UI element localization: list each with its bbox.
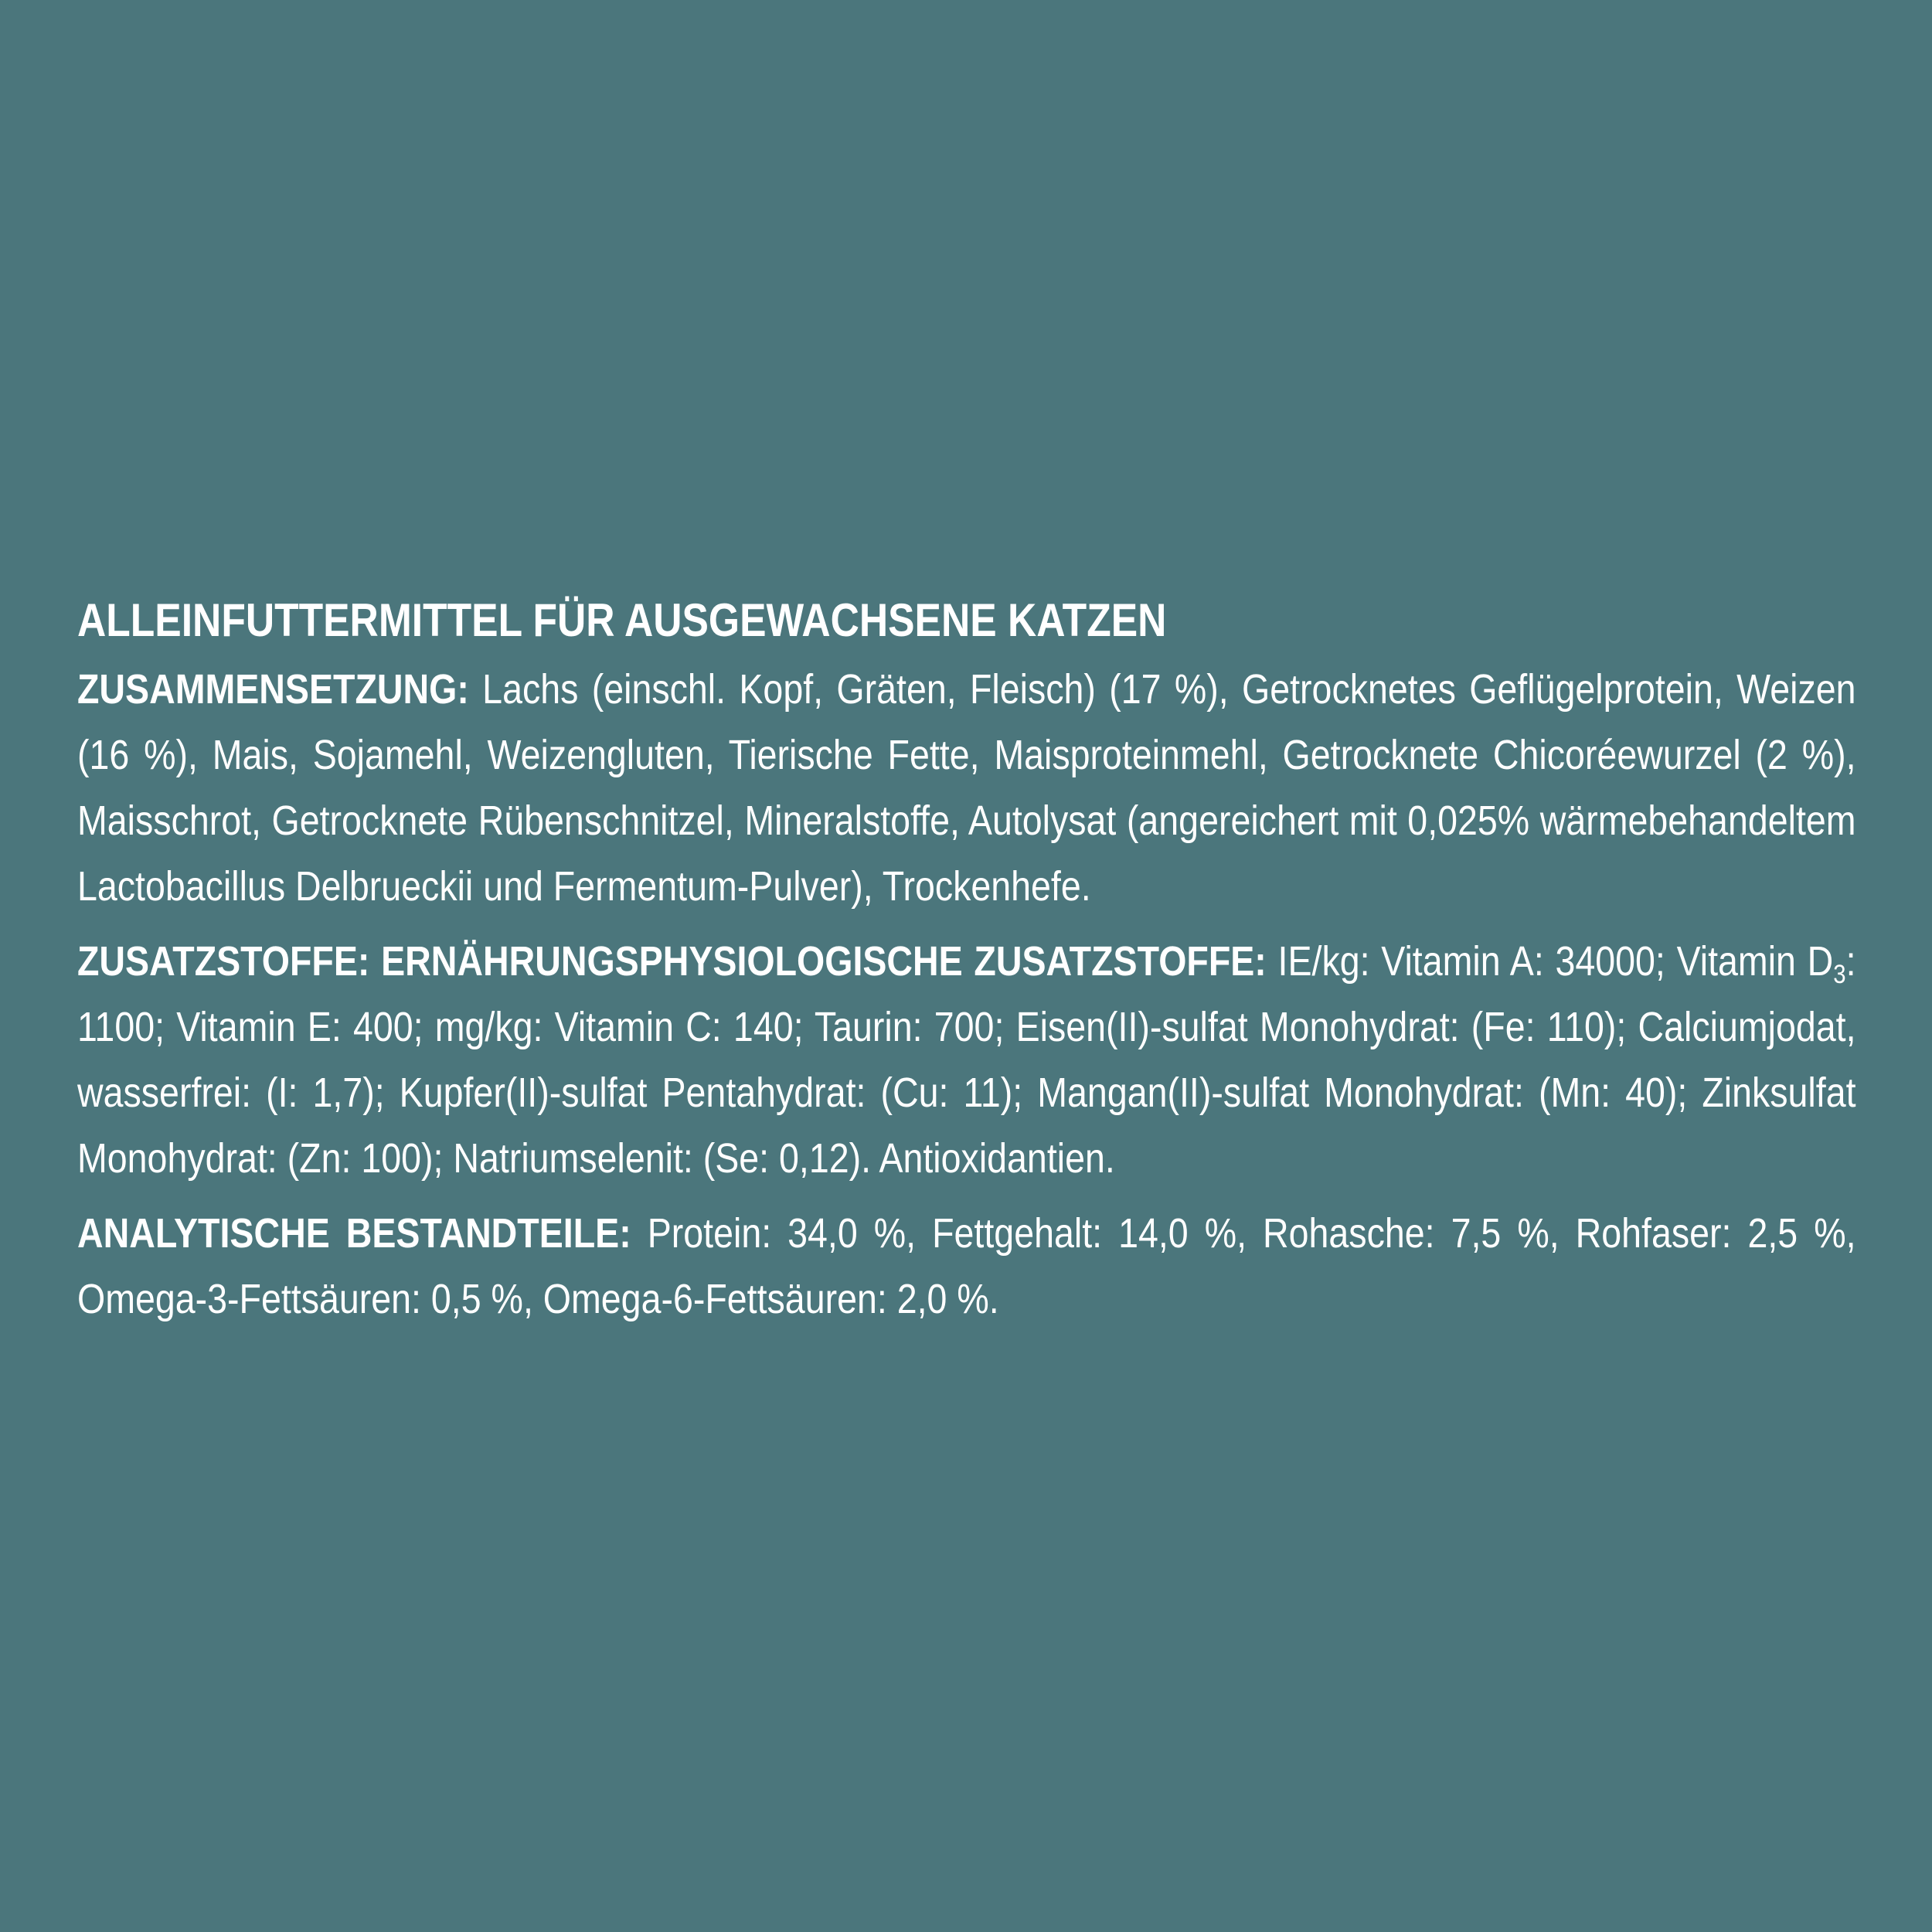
additives-text-a: IE/kg: Vitamin A: 34000; Vitamin D: [1277, 938, 1834, 985]
additives-text-b: : 1100; Vitamin E: 400; mg/kg: Vitamin C: 140; Taurin: 700; Eisen(II)-sulfat Monohydrat: (Fe: 110); Calciumjodat, wasserfrei: (I: 1,7); Kupfer(II)-sulfat Pentahydrat: (Cu: 11); Mangan(II)-sulfat Monohydrat: (Mn: 40); Zinksulfat Monohydrat: (Zn: 100); Natriumselenit: (Se: 0,12). Antioxidantien.: [77, 938, 1856, 1182]
additives-heading: ZUSATZSTOFFE: ERNÄHRUNGSPHYSIOLOGISCHE ZUSATZSTOFFE:: [77, 938, 1267, 985]
label-title: ALLEINFUTTERMITTEL FÜR AUSGEWACHSENE KATZEN: [77, 594, 1167, 646]
analytical-text: Protein: 34,0 %, Fettgehalt: 14,0 %, Rohasche: 7,5 %, Rohfaser: 2,5 %, Omega-3-Fettsäuren: 0,5 %, Omega-6-Fettsäuren: 2,0 %.: [77, 1210, 1856, 1322]
composition-heading: ZUSAMMENSETZUNG:: [77, 666, 469, 713]
composition-block: [77, 657, 1856, 920]
additives-paragraph: [77, 929, 1856, 1192]
feed-label-panel: [77, 587, 1856, 1332]
vitamin-d-subscript: 3: [1833, 960, 1846, 989]
composition-paragraph: [77, 657, 1856, 920]
analytical-paragraph: [77, 1201, 1856, 1332]
additives-block: [77, 929, 1856, 1192]
composition-text: Lachs (einschl. Kopf, Gräten, Fleisch) (17 %), Getrocknetes Geflügelprotein, Weizen (16 %), Mais, Sojamehl, Weizengluten, Tierische Fette, Maisproteinmehl, Getrocknete Chicoréewurzel (2 %), Maisschrot, Getrocknete Rübenschnitzel, Mineralstoffe, Autolysat (angereichert mit 0,025% wärmebehandeltem Lactobacillus Delbrueckii und Fermentum-Pulver), Trockenhefe.: [77, 666, 1856, 910]
analytical-heading: ANALYTISCHE BESTANDTEILE:: [77, 1210, 631, 1257]
analytical-block: [77, 1201, 1856, 1332]
